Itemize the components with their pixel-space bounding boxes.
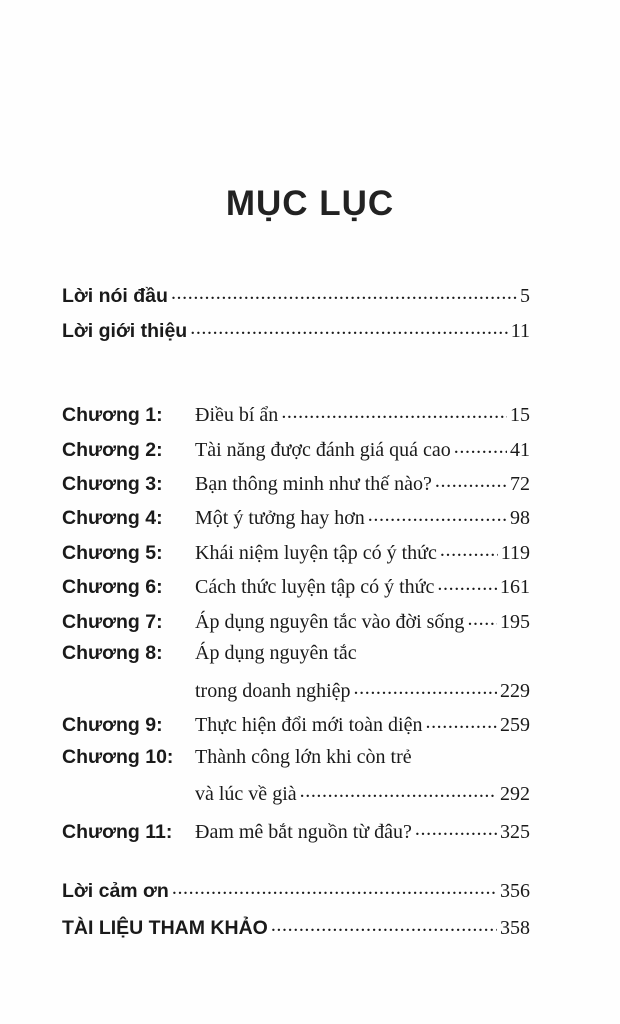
- dot-leader: [454, 436, 507, 456]
- dot-leader: [172, 877, 497, 897]
- page-number: 195: [500, 611, 530, 633]
- chapter-title-line-1: Áp dụng nguyên tắc: [195, 642, 357, 664]
- dot-leader: [467, 608, 497, 628]
- toc-entry-references[interactable]: [62, 914, 530, 946]
- chapter-label: Chương 5:: [62, 542, 163, 564]
- entry-label: Lời nói đầu: [62, 285, 168, 307]
- chapter-label: Chương 8:: [62, 642, 163, 664]
- dot-leader: [190, 317, 508, 337]
- dot-leader: [300, 780, 497, 800]
- chapter-label: Chương 11:: [62, 821, 173, 843]
- entry-label: TÀI LIỆU THAM KHẢO: [62, 917, 268, 939]
- chapter-title: Khái niệm luyện tập có ý thức: [195, 542, 437, 564]
- page-number: 15: [510, 404, 530, 426]
- chapter-label: Chương 9:: [62, 714, 163, 736]
- page-number: 161: [500, 576, 530, 598]
- dot-leader: [281, 401, 507, 421]
- dot-leader: [415, 818, 497, 838]
- dot-leader: [368, 504, 507, 524]
- page-number: 72: [510, 473, 530, 495]
- chapter-label: Chương 10:: [62, 746, 174, 768]
- page-number: 325: [500, 821, 530, 843]
- chapter-label: Chương 2:: [62, 439, 163, 461]
- page-number: 356: [500, 880, 530, 902]
- page-number: 41: [510, 439, 530, 461]
- page-number: 119: [500, 542, 530, 564]
- chapter-title: Áp dụng nguyên tắc vào đời sống: [195, 611, 465, 633]
- chapter-title-line-2: trong doanh nghiệp: [195, 680, 351, 702]
- toc-entry-chapter-4[interactable]: [62, 504, 530, 536]
- page-number: 98: [510, 507, 530, 529]
- toc-entry-chapter-5[interactable]: [62, 539, 530, 571]
- dot-leader: [437, 573, 497, 593]
- toc-entry-chapter-6[interactable]: [62, 573, 530, 605]
- toc-entry-chapter-2[interactable]: [62, 436, 530, 468]
- toc-entry-chapter-8-continued[interactable]: [62, 677, 530, 709]
- toc-entry-chapter-9[interactable]: [62, 711, 530, 743]
- chapter-title: Đam mê bắt nguồn từ đâu?: [195, 821, 412, 843]
- page-title: MỤC LỤC: [225, 184, 395, 223]
- page-number: 259: [500, 714, 530, 736]
- entry-label: Lời cảm ơn: [62, 880, 169, 902]
- toc-entry-chapter-11[interactable]: [62, 818, 530, 850]
- toc-entry-chapter-10-continued[interactable]: [62, 780, 530, 812]
- chapter-label: Chương 4:: [62, 507, 163, 529]
- chapter-title: Tài năng được đánh giá quá cao: [195, 439, 451, 461]
- chapter-title: Điều bí ẩn: [195, 404, 279, 426]
- toc-entry-preface[interactable]: [62, 282, 530, 314]
- page-number: 292: [500, 783, 530, 805]
- dot-leader: [440, 539, 498, 559]
- chapter-title-line-2: và lúc về già: [195, 783, 297, 805]
- chapter-label: Chương 1:: [62, 404, 163, 426]
- toc-entry-chapter-7[interactable]: [62, 608, 530, 640]
- page-number: 229: [500, 680, 530, 702]
- chapter-label: Chương 6:: [62, 576, 163, 598]
- chapter-title: Thực hiện đổi mới toàn diện: [195, 714, 423, 736]
- chapter-title: Cách thức luyện tập có ý thức: [195, 576, 435, 598]
- toc-entry-introduction[interactable]: [62, 317, 530, 349]
- entry-label: Lời giới thiệu: [62, 320, 188, 342]
- chapter-title: Bạn thông minh như thế nào?: [195, 473, 432, 495]
- page-number: 358: [500, 917, 530, 939]
- page-number: 5: [520, 285, 530, 307]
- chapter-title-line-1: Thành công lớn khi còn trẻ: [195, 746, 412, 768]
- page-number: 11: [510, 320, 530, 342]
- toc-entry-chapter-8[interactable]: [62, 642, 530, 674]
- toc-entry-chapter-1[interactable]: [62, 401, 530, 433]
- toc-entry-chapter-10[interactable]: [62, 746, 530, 778]
- dot-leader: [425, 711, 497, 731]
- chapter-label: Chương 3:: [62, 473, 163, 495]
- chapter-title: Một ý tưởng hay hơn: [195, 507, 365, 529]
- dot-leader: [271, 914, 497, 934]
- chapter-label: Chương 7:: [62, 611, 163, 633]
- dot-leader: [354, 677, 497, 697]
- dot-leader: [171, 282, 517, 302]
- dot-leader: [435, 470, 507, 490]
- toc-entry-acknowledgements[interactable]: [62, 877, 530, 909]
- toc-entry-chapter-3[interactable]: [62, 470, 530, 502]
